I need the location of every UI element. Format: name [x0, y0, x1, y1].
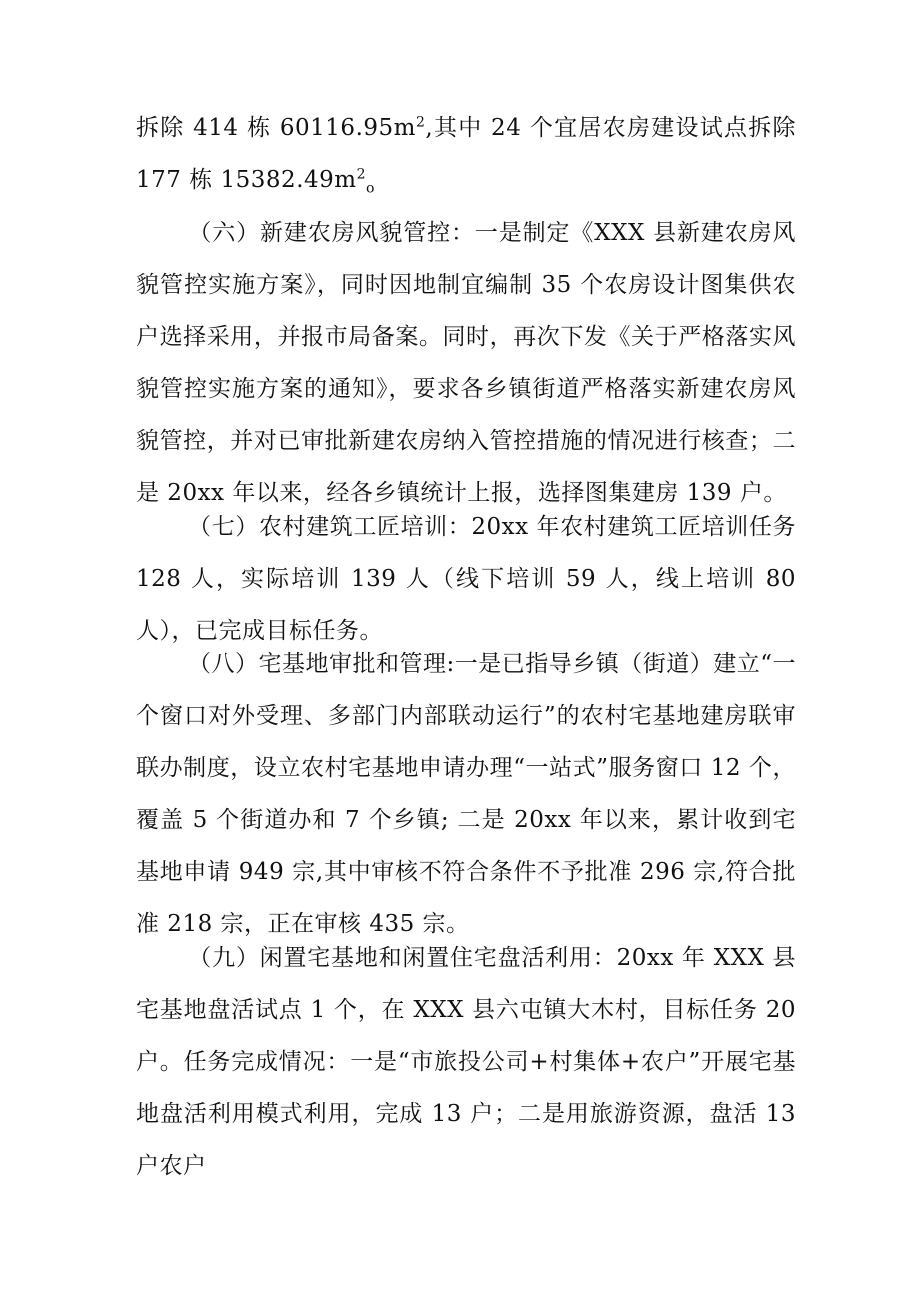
section-6-heading: （六）新建农房风貌管控：	[188, 220, 475, 246]
superscript-2-b: 2	[356, 166, 366, 183]
paragraph-section-7	[136, 501, 796, 657]
paragraph-section-9	[136, 932, 796, 1192]
demolition-text-1: 拆除 414 栋 60116.95m	[136, 115, 416, 141]
section-8-body: 一是已指导乡镇（街道）建立“一个窗口对外受理、多部门内部联动运行”的农村宅基地建房联审联办制度，设立农村宅基地申请办理“一站式”服务窗口 12 个，覆盖 5 个街道办和 7 个乡镇; 二是 20xx 年以来，累计收到宅基地申请 949 宗,其中审核不符合条件不予批准 296 宗,符合批准 218 宗，正在审核 435 宗。	[136, 651, 797, 937]
superscript-2-a: 2	[415, 114, 426, 131]
section-9-body: 20xx 年 XXX 县宅基地盘活试点 1 个，在 XXX 县六屯镇大木村，目标任务 20 户。任务完成情况：一是“市旅投公司+村集体+农户”开展宅基地盘活利用模式利用，完成 13 户；二是用旅游资源，盘活 13 户农户	[136, 945, 797, 1179]
section-7-body: 20xx 年农村建筑工匠培训任务 128 人，实际培训 139 人（线下培训 59 人，线上培训 80 人），已完成目标任务。	[136, 514, 796, 644]
section-8-heading: （八）宅基地审批和管理:	[188, 651, 455, 677]
paragraph-section-6	[136, 207, 796, 519]
section-6-body: 一是制定《XXX 县新建农房风貌管控实施方案》，同时因地制宜编制 35 个农房设计图集供农户选择采用，并报市局备案。同时，再次下发《关于严格落实风貌管控实施方案的通知》，要求各乡镇街道严格落实新建农房风貌管控，并对已审批新建农房纳入管控措施的情况进行核查；二是 20xx 年以来，经各乡镇统计上报，选择图集建房 139 户。	[136, 220, 797, 506]
period-mark: o	[366, 180, 375, 197]
section-9-heading: （九）闲置宅基地和闲置住宅盘活利用：	[188, 945, 617, 971]
demolition-text-2: ,其中 24 个宜居农房建设试点拆除 177 栋 15382.49m	[136, 115, 797, 193]
paragraph-section-8	[136, 638, 796, 950]
paragraph-demolition-continuation	[136, 102, 796, 206]
section-7-heading: （七）农村建筑工匠培训：	[188, 514, 472, 540]
